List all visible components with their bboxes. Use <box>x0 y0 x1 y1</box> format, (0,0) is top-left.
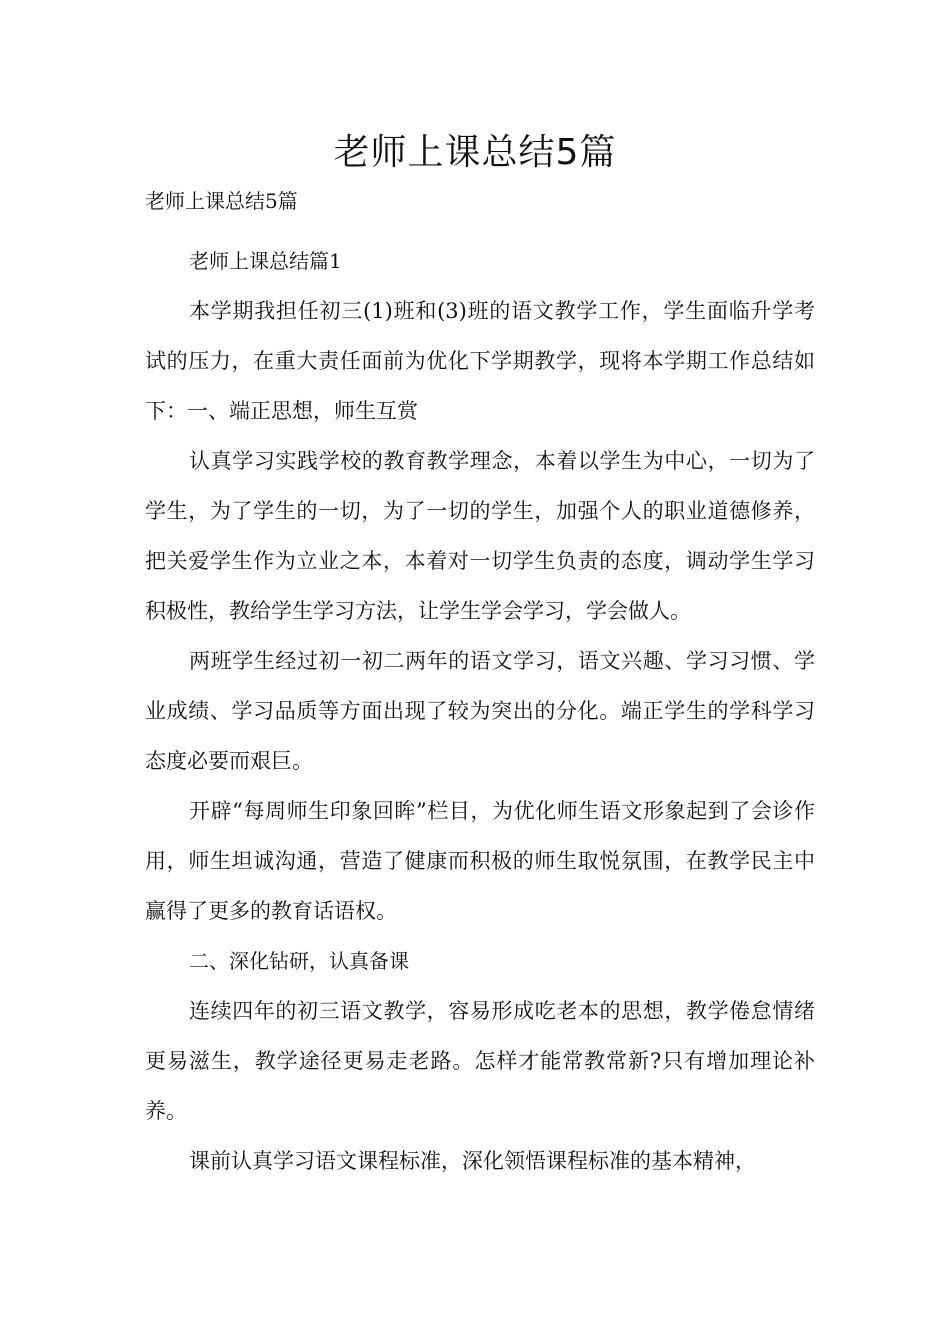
paragraph-continuous-teaching: 连续四年的初三语文教学，容易形成吃老本的思想，教学倦怠情绪更易滋生，教学途径更易走老路。怎样才能常教常新?只有增加理论补养。 <box>145 999 815 1123</box>
document-subtitle: 老师上课总结5篇 <box>145 189 298 213</box>
paragraph-weekly-column: 开辟“每周师生印象回眸”栏目，为优化师生语文形象起到了会诊作用，师生坦诚沟通，营造了健康而积极的师生取悦氛围，在教学民主中赢得了更多的教育话语权。 <box>145 799 815 923</box>
document-body <box>145 236 815 1186</box>
paragraph-intro: 本学期我担任初三(1)班和(3)班的语文教学工作，学生面临升学考试的压力，在重大责任面前为优化下学期教学，现将本学期工作总结如下：一、端正思想，师生互赏 <box>145 299 815 423</box>
paragraph-teaching-philosophy: 认真学习实践学校的教育教学理念，本着以学生为中心，一切为了学生，为了学生的一切，为了一切的学生，加强个人的职业道德修养，把关爱学生作为立业之本，本着对一切学生负责的态度，调动学生学习积极性，教给学生学习方法，让学生学会学习，学会做人。 <box>145 449 815 623</box>
section-heading-article-1: 老师上课总结篇1 <box>189 249 342 273</box>
section-heading-lesson-prep: 二、深化钻研，认真备课 <box>189 949 409 973</box>
paragraph-curriculum-standards: 课前认真学习语文课程标准，深化领悟课程标准的基本精神， <box>189 1149 756 1173</box>
document-title: 老师上课总结5篇 <box>333 132 617 173</box>
paragraph-student-differences: 两班学生经过初一初二两年的语文学习，语文兴趣、学习习惯、学业成绩、学习品质等方面出现了较为突出的分化。端正学生的学科学习态度必要而艰巨。 <box>145 649 815 773</box>
